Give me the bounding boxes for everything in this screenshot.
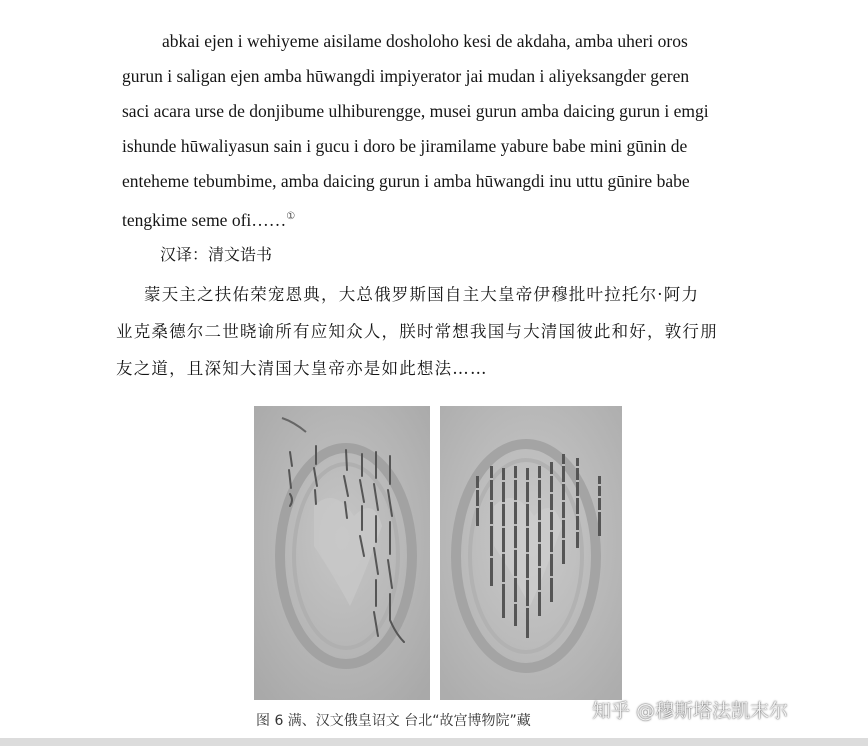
document-photo xyxy=(254,406,622,700)
chinese-edict-image xyxy=(440,406,622,700)
footnote-mark: ① xyxy=(286,211,296,222)
latin-line-6-text: tengkime seme ofi…… xyxy=(122,209,287,230)
manchu-edict-image xyxy=(254,406,430,700)
manchu-transliteration xyxy=(122,24,802,234)
zh-line-3: 友之道，且深知大清国大皇帝亦是如此想法…… xyxy=(116,359,488,378)
latin-line-5: enteheme tebumbime, amba daicing gurun i amba hūwangdi inu uttu gūnire babe xyxy=(122,171,690,191)
chinese-edict-graphic xyxy=(440,406,622,700)
figure-caption: 图 6 满、汉文俄皇诏文 台北“故宫博物院”藏 xyxy=(256,713,531,729)
bottom-edge xyxy=(0,738,868,746)
latin-line-2: gurun i saligan ejen amba hūwangdi impiyerator jai mudan i aliyeksangder geren xyxy=(122,66,690,86)
latin-line-1: abkai ejen i wehiyeme aisilame dosholoho kesi de akdaha, amba uheri oros xyxy=(162,31,688,51)
manchu-edict-graphic xyxy=(254,406,430,700)
zh-line-1: 蒙天主之扶佑荣宠恩典，大总俄罗斯国自主大皇帝伊穆批叶拉托尔·阿力 xyxy=(144,285,700,304)
latin-line-6 xyxy=(122,199,802,234)
latin-line-3: saci acara urse de donjibume ulhiburengge, musei gurun amba daicing gurun i emgi xyxy=(122,101,709,121)
translation-label: 汉译：清文诰书 xyxy=(160,245,273,264)
watermark: 知乎 @穆斯塔法凯末尔 xyxy=(592,700,789,722)
zh-line-2: 业克桑德尔二世晓谕所有应知众人，朕时常想我国与大清国彼此和好，敦行朋 xyxy=(116,322,718,341)
chinese-translation xyxy=(116,276,806,387)
latin-line-4: ishunde hūwaliyasun sain i gucu i doro be jiramilame yabure babe mini gūnin de xyxy=(122,136,688,156)
